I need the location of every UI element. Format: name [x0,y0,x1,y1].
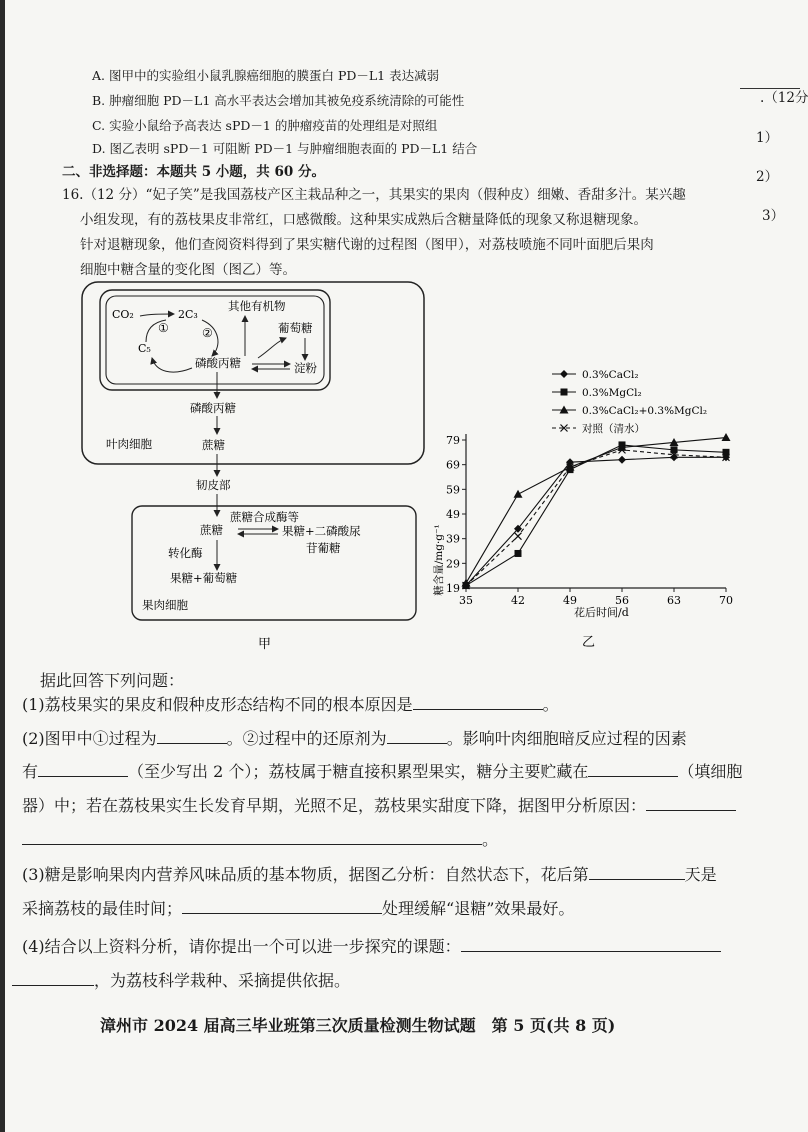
legend-marker [561,389,568,396]
fructose-udpg-label-1: 果糖+二磷酸尿 [282,524,361,538]
sub2-process-blank[interactable] [157,729,227,744]
sub4-text-2: ，为荔枝科学栽种、采摘提供依据。 [94,971,351,990]
y-tick-label: 19 [446,582,460,595]
sub2-reason-blank-1[interactable] [646,796,736,811]
triose-phosphate-inner-label: 磷酸丙糖 [195,356,241,370]
series-line [466,445,726,586]
chart-xlabel: 花后时间/d [574,606,629,619]
option-c: C. 实验小鼠给予高表达 sPD－1 的肿瘤疫苗的处理组是对照组 [92,118,438,133]
sub4-topic-blank-2[interactable] [12,971,94,986]
other-organics-label: 其他有机物 [228,299,286,313]
sub1-line [22,692,559,715]
legend-marker [560,370,568,378]
synthase-label: 蔗糖合成酶等 [230,510,299,524]
data-point [514,490,523,498]
page-footer: 漳州市 2024 届高三毕业班第三次质量检测生物试题 第 5 页(共 8 页) [100,1016,616,1035]
q16-intro-line-4: 细胞中糖含量的变化图（图乙）等。 [80,262,296,278]
phloem-label: 韧皮部 [196,478,231,492]
sub3-text-3: 采摘荔枝的最佳时间； [22,899,183,918]
starch-label: 淀粉 [294,361,317,375]
legend-label: 0.3%MgCl₂ [582,387,642,399]
arrow-co2-c3 [140,314,174,316]
chart-yi [424,360,744,652]
y-tick-label: 79 [446,434,460,447]
sub3-line-2 [22,896,574,919]
option-d: D. 图乙表明 sPD－1 可阻断 PD－1 与肿瘤细胞表面的 PD－L1 结合 [92,141,478,156]
sub2-line-1 [22,726,687,749]
diagram-jia [80,276,440,656]
sub1-end: 。 [542,695,559,714]
x-tick-label: 49 [563,594,577,607]
side-fragment-1: .（12分 [760,90,808,106]
pulp-label: 果肉细胞 [142,598,188,612]
sub2-text-2: 。②过程中的还原剂为 [226,729,387,748]
sub3-day-blank[interactable] [589,865,685,880]
section-header: 二、非选择题：本题共 5 小题，共 60 分。 [62,164,325,180]
legend-label: 0.3%CaCl₂+0.3%MgCl₂ [582,405,708,417]
sub2-line-3 [22,793,736,816]
option-a: A. 图甲中的实验组小鼠乳腺癌细胞的膜蛋白 PD－L1 表达减弱 [92,68,440,83]
x-tick-label: 70 [719,594,733,607]
arrow-triose-c5 [152,358,192,372]
q16-intro-line-3: 针对退糖现象，他们查阅资料得到了果实糖代谢的过程图（图甲），对荔枝喷施不同叶面肥后果肉 [80,237,654,253]
co2-label: CO₂ [112,308,134,321]
c5-label: C₅ [138,342,151,355]
chart-caption: 乙 [582,635,596,650]
q16-intro-line-1: 16.（12 分）“妃子笑”是我国荔枝产区主栽品种之一，其果实的果肉（假种皮）细嫩、香甜多汁。某兴趣 [62,187,686,203]
sub4-line-1 [22,934,721,957]
chart-ylabel: 糖含量/mg·g⁻¹ [433,524,445,596]
x-tick-label: 56 [615,594,629,607]
sub2-text-3: 。影响叶肉细胞暗反应过程的因素 [446,729,687,748]
sub2-text-7: 器）中；若在荔枝果实生长发育早期，光照不足，荔枝果实甜度下降，据图甲分析原因： [22,796,647,815]
sub2-text-1: (2)图甲中①过程为 [22,729,157,748]
data-point [515,533,522,540]
sub2-line-2 [22,759,742,782]
chart-plot [462,433,731,590]
sucrose-fruit-label: 蔗糖 [200,523,223,537]
sub2-text-5: （至少写出 2 个）；荔枝属于糖直接积累型果实，糖分主要贮藏在 [128,762,589,781]
series-line [466,450,726,586]
sub3-text-1: (3)糖是影响果肉内营养风味品质的基本物质，据图乙分析：自然状态下，花后第 [22,865,589,884]
x-tick-label: 42 [511,594,525,607]
sub2-text-6: （填细胞 [678,762,743,781]
chloroplast-outer [100,290,330,390]
legend-label: 对照（清水） [582,423,645,435]
sub3-text-2: 天是 [684,865,717,884]
side-fragment-2: 1） [756,130,779,146]
triose-phosphate-outer-label: 磷酸丙糖 [190,401,236,415]
fructose-udpg-label-2: 苷葡糖 [306,541,341,555]
q16-intro-line-2: 小组发现，有的荔枝果皮非常红，口感微酸。这种果实成熟后含糖量降低的现象又称退糖现象。 [80,212,647,228]
glucose-label: 葡萄糖 [278,321,313,335]
sub1-answer-blank[interactable] [413,695,543,710]
data-point [618,456,626,464]
side-fragment-4: 3） [762,208,785,224]
y-tick-label: 39 [446,532,460,546]
sub3-treatment-blank[interactable] [182,899,382,914]
sub2-factors-blank[interactable] [38,762,128,777]
data-point [722,433,731,441]
sub2-reason-blank-2[interactable] [22,830,482,845]
c3-label: 2C₃ [178,308,198,321]
sub2-end: 。 [482,830,499,849]
data-point [515,550,522,557]
sub1-text: (1)荔枝果实的果皮和假种皮形态结构不同的根本原因是 [22,695,413,714]
sub2-line-4 [22,827,498,850]
sub4-line-2 [12,968,350,991]
sub2-reductant-blank[interactable] [387,729,447,744]
option-b: B. 肿瘤细胞 PD－L1 高水平表达会增加其被免疫系统清除的可能性 [92,93,465,108]
y-tick-label: 69 [446,458,460,472]
chloroplast-inner [106,296,324,384]
sub2-text-4: 有 [22,762,39,781]
mesophyll-label: 叶肉细胞 [106,437,152,451]
y-tick-label: 59 [446,483,460,497]
side-fragment-3: 2） [756,169,779,185]
prompt-line: 据此回答下列问题： [40,671,185,690]
sub4-topic-blank-1[interactable] [461,937,721,952]
sub2-organelle-blank[interactable] [588,762,678,777]
y-tick-label: 49 [446,508,460,521]
y-tick-label: 29 [446,557,460,571]
invertase-label: 转化酶 [168,546,203,560]
legend-label: 0.3%CaCl₂ [582,369,639,381]
step1-label: ① [158,321,169,335]
sucrose-leaf-label: 蔗糖 [202,438,225,452]
sub3-text-4: 处理缓解“退糖”效果最好。 [382,899,575,918]
arrow-triose-glucose [258,338,286,358]
series-line [466,457,726,585]
diagram-caption: 甲 [258,637,272,652]
sub3-line-1 [22,862,717,885]
fructose-glucose-label: 果糖+葡萄糖 [170,571,238,585]
sub4-text-1: (4)结合以上资料分析，请你提出一个可以进一步探究的课题： [22,937,461,956]
x-tick-label: 63 [667,594,681,607]
x-tick-label: 35 [459,594,473,607]
step2-label: ② [202,326,213,340]
left-edge-shadow [0,0,5,1132]
chart-legend [552,369,707,435]
